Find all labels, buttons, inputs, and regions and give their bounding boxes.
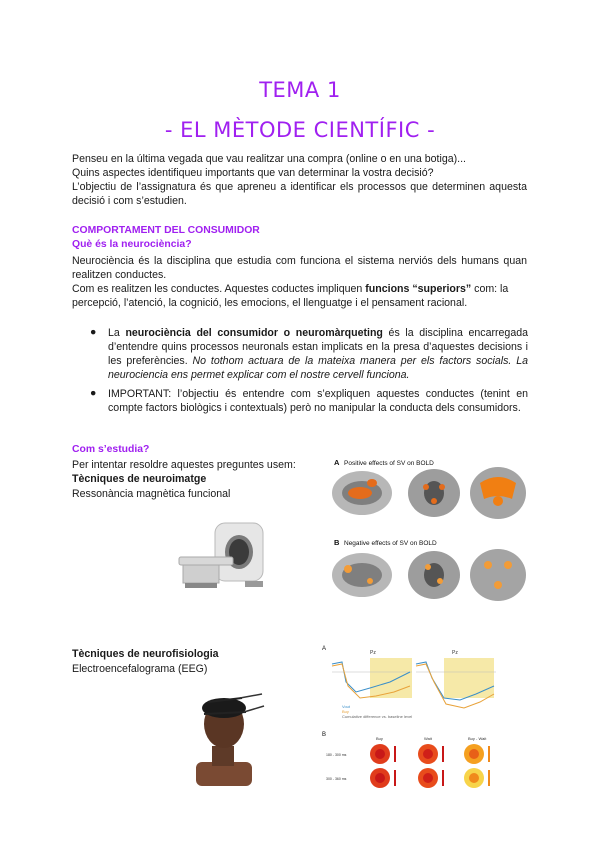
section2-heading: Com s’estudia? — [72, 444, 150, 455]
eeg-panel-a: A — [322, 646, 327, 652]
bullet1-part-c: és la disciplina encarregada d’entendre quins processos neuronals estan implicats en la presa d’aquestes decisions i les preferències. — [108, 327, 528, 367]
eeg-legend-1: Vout — [342, 704, 351, 709]
section-heading: COMPORTAMENT DEL CONSUMIDOR — [72, 225, 260, 236]
pz-left: Pz — [370, 650, 376, 656]
label-b-letter: B — [334, 538, 340, 547]
topo-col-1: Buy — [376, 736, 383, 741]
eeg-figure — [320, 642, 500, 792]
eeg-panel-b: B — [322, 732, 327, 738]
bullet1-italic: No tothom actuara de la mateixa manera per els factors socials. La neurociencia ens permet explicar com el nostre cervell funciona. — [108, 355, 528, 381]
bullet-marker: ● — [90, 387, 97, 399]
tech1-title: Tècniques de neuroimatge — [72, 473, 207, 485]
tech2-title: Tècniques de neurofisiologia — [72, 648, 219, 660]
topo-col-2: Wait — [424, 736, 432, 741]
intro-line-3: L’objectiu de l’assignatura és que apreneu a identificar els processos que determinen aquesta decisió i com s’estudien. — [72, 181, 527, 207]
intro-line-2: Quins aspectes identifiqueu importants que van determinar la vostra decisió? — [72, 167, 434, 179]
pz-right: Pz — [452, 650, 458, 656]
eeg-person-image — [180, 690, 268, 786]
tech2-subtitle: Electroencefalograma (EEG) — [72, 663, 208, 675]
label-a-text: Positive effects of SV on BOLD — [344, 460, 434, 467]
section2-intro: Per intentar resoldre aquestes preguntes usem: — [72, 459, 296, 471]
para2-part-a: Com es realitzen les conductes. Aquestes coductes impliquen — [72, 283, 366, 295]
neuro-paragraph-2 — [72, 282, 527, 310]
brain-bold-figure — [330, 455, 530, 615]
bullet1-bold: neurociència del consumidor o neuromàrqueting — [125, 327, 383, 339]
mri-scanner-image — [175, 515, 275, 595]
label-a-letter: A — [334, 458, 340, 467]
eeg-legend-2: Buy — [342, 709, 349, 714]
neuro-definition: Neurociència és la disciplina que estudia com funciona el sistema nerviós dels humans quan realitzen conductes. — [72, 255, 527, 281]
label-b-text: Negative effects of SV on BOLD — [344, 540, 437, 547]
bullet-item-2: IMPORTANT: l’objectiu és entendre com s’expliquen aquestes conductes (tenint en compte factors biològics i contextuals) però no manipular la conducta dels consumidors. — [108, 388, 528, 414]
intro-line-1: Penseu en la última vegada que vau realitzar una compra (online o en una botiga)... — [72, 153, 466, 165]
topo-row-2: 300 - 360 ms — [326, 777, 347, 781]
topo-row-1: 180 - 300 ms — [326, 753, 347, 757]
bullet1-part-a: La — [108, 327, 126, 339]
bullet-marker: ● — [90, 326, 97, 338]
bullet-item-1 — [108, 326, 528, 382]
page-subtitle: - EL MÈTODE CIENTÍFIC - — [164, 118, 436, 142]
topo-col-3: Buy - Wait — [468, 736, 487, 741]
section-question: Què és la neurociència? — [72, 239, 192, 250]
tech1-subtitle: Ressonància magnètica funcional — [72, 488, 231, 500]
para2-bold: funcions “superiors” — [365, 283, 472, 295]
eeg-legend-3: Cumulative difference vs. baseline level — [342, 714, 413, 719]
para2-part-c: com: la percepció, l’atenció, la cognició, les emocions, el llenguatge i el pensament racional. — [72, 283, 509, 309]
page-title: TEMA 1 — [259, 78, 341, 102]
